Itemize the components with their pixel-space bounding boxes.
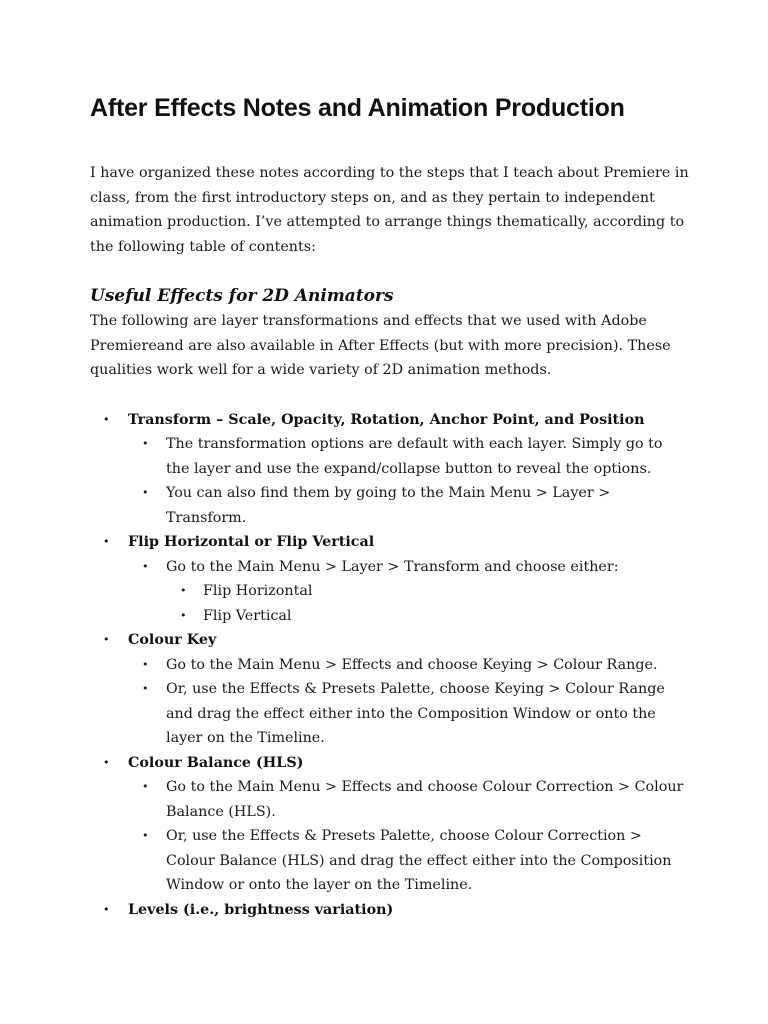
list-item-colour-key	[90, 628, 690, 751]
bullet-icon: •	[142, 559, 149, 573]
bullet-icon: •	[142, 682, 149, 695]
sub-list-item-text: You can also find them by going to the Main Menu > Layer > Transform.	[166, 485, 611, 526]
intro-paragraph: I have organized these notes according to the steps that I teach about Premiere in class, from the first introductory steps on, and as they pertain to independent animation production. I’ve attempted to arrange things thematically, according to the following table of contents:	[90, 165, 689, 255]
bullet-icon: •	[103, 755, 110, 769]
bullet-icon: •	[142, 657, 149, 671]
bullet-icon: •	[142, 829, 149, 842]
list-item-colour-balance	[90, 751, 690, 898]
sub-list-item	[128, 432, 690, 481]
section-heading: Useful Effects for 2D Animators	[90, 286, 394, 306]
list-item-flip	[90, 530, 690, 628]
sub-sub-list-item-text: Flip Vertical	[203, 607, 292, 624]
sub-sub-list-item-text: Flip Horizontal	[203, 583, 313, 599]
bullet-icon: •	[103, 412, 110, 426]
sub-list-item-text: Or, use the Effects & Presets Palette, choose Keying > Colour Range and drag the effect either into the Composition Window or onto the layer on the Timeline.	[166, 681, 665, 746]
sub-list-item-text: The transformation options are default with each layer. Simply go to the layer and use the expand/collapse button to reveal the options.	[166, 436, 663, 477]
bullet-icon: •	[180, 608, 187, 622]
list-item-label: Colour Balance (HLS)	[128, 754, 304, 771]
sub-list-item-text: Go to the Main Menu > Effects and choose Keying > Colour Range.	[166, 656, 658, 673]
bullet-icon: •	[142, 780, 149, 793]
list-item-label: Transform – Scale, Opacity, Rotation, Anchor Point, and Position	[128, 411, 645, 428]
sub-list	[128, 653, 690, 751]
sub-list-item-text: Go to the Main Menu > Layer > Transform and choose either:	[166, 558, 619, 575]
sub-list	[128, 432, 690, 530]
sub-list-item	[128, 824, 690, 898]
bullet-icon: •	[103, 633, 110, 646]
effects-list	[90, 408, 690, 923]
bullet-icon: •	[103, 535, 110, 548]
sub-list-item	[128, 775, 690, 824]
sub-list-item	[128, 481, 690, 530]
bullet-icon: •	[180, 584, 187, 597]
document-title: After Effects Notes and Animation Production	[90, 94, 625, 122]
list-item-levels	[90, 898, 690, 923]
sub-list-item-text: Go to the Main Menu > Effects and choose Colour Correction > Colour Balance (HLS).	[166, 779, 684, 820]
list-item-label: Levels (i.e., brightness variation)	[128, 901, 394, 918]
list-item-transform	[90, 408, 690, 531]
list-item-label: Colour Key	[128, 632, 217, 648]
section-intro-paragraph: The following are layer transformations and effects that we used with Adobe Premiereand are also available in After Effects (but with more precision). These qualities work well for a wide variety of 2D animation methods.	[90, 313, 671, 378]
sub-list-item-text: Or, use the Effects & Presets Palette, choose Colour Correction > Colour Balance (HLS) and drag the effect either into the Composition Window or onto the layer on the Timeline.	[166, 828, 672, 893]
bullet-icon: •	[142, 486, 149, 499]
list-item-label: Flip Horizontal or Flip Vertical	[128, 534, 375, 550]
sub-list-item	[128, 653, 690, 678]
sub-list	[128, 555, 690, 629]
sub-list	[128, 775, 690, 898]
bullet-icon: •	[142, 437, 149, 450]
sub-sub-list-item	[166, 579, 690, 604]
sub-list-item	[128, 555, 690, 629]
sub-list-item	[128, 677, 690, 751]
sub-sub-list-item	[166, 604, 690, 629]
document-page	[90, 92, 690, 922]
bullet-icon: •	[103, 902, 110, 916]
sub-sub-list	[166, 579, 690, 628]
